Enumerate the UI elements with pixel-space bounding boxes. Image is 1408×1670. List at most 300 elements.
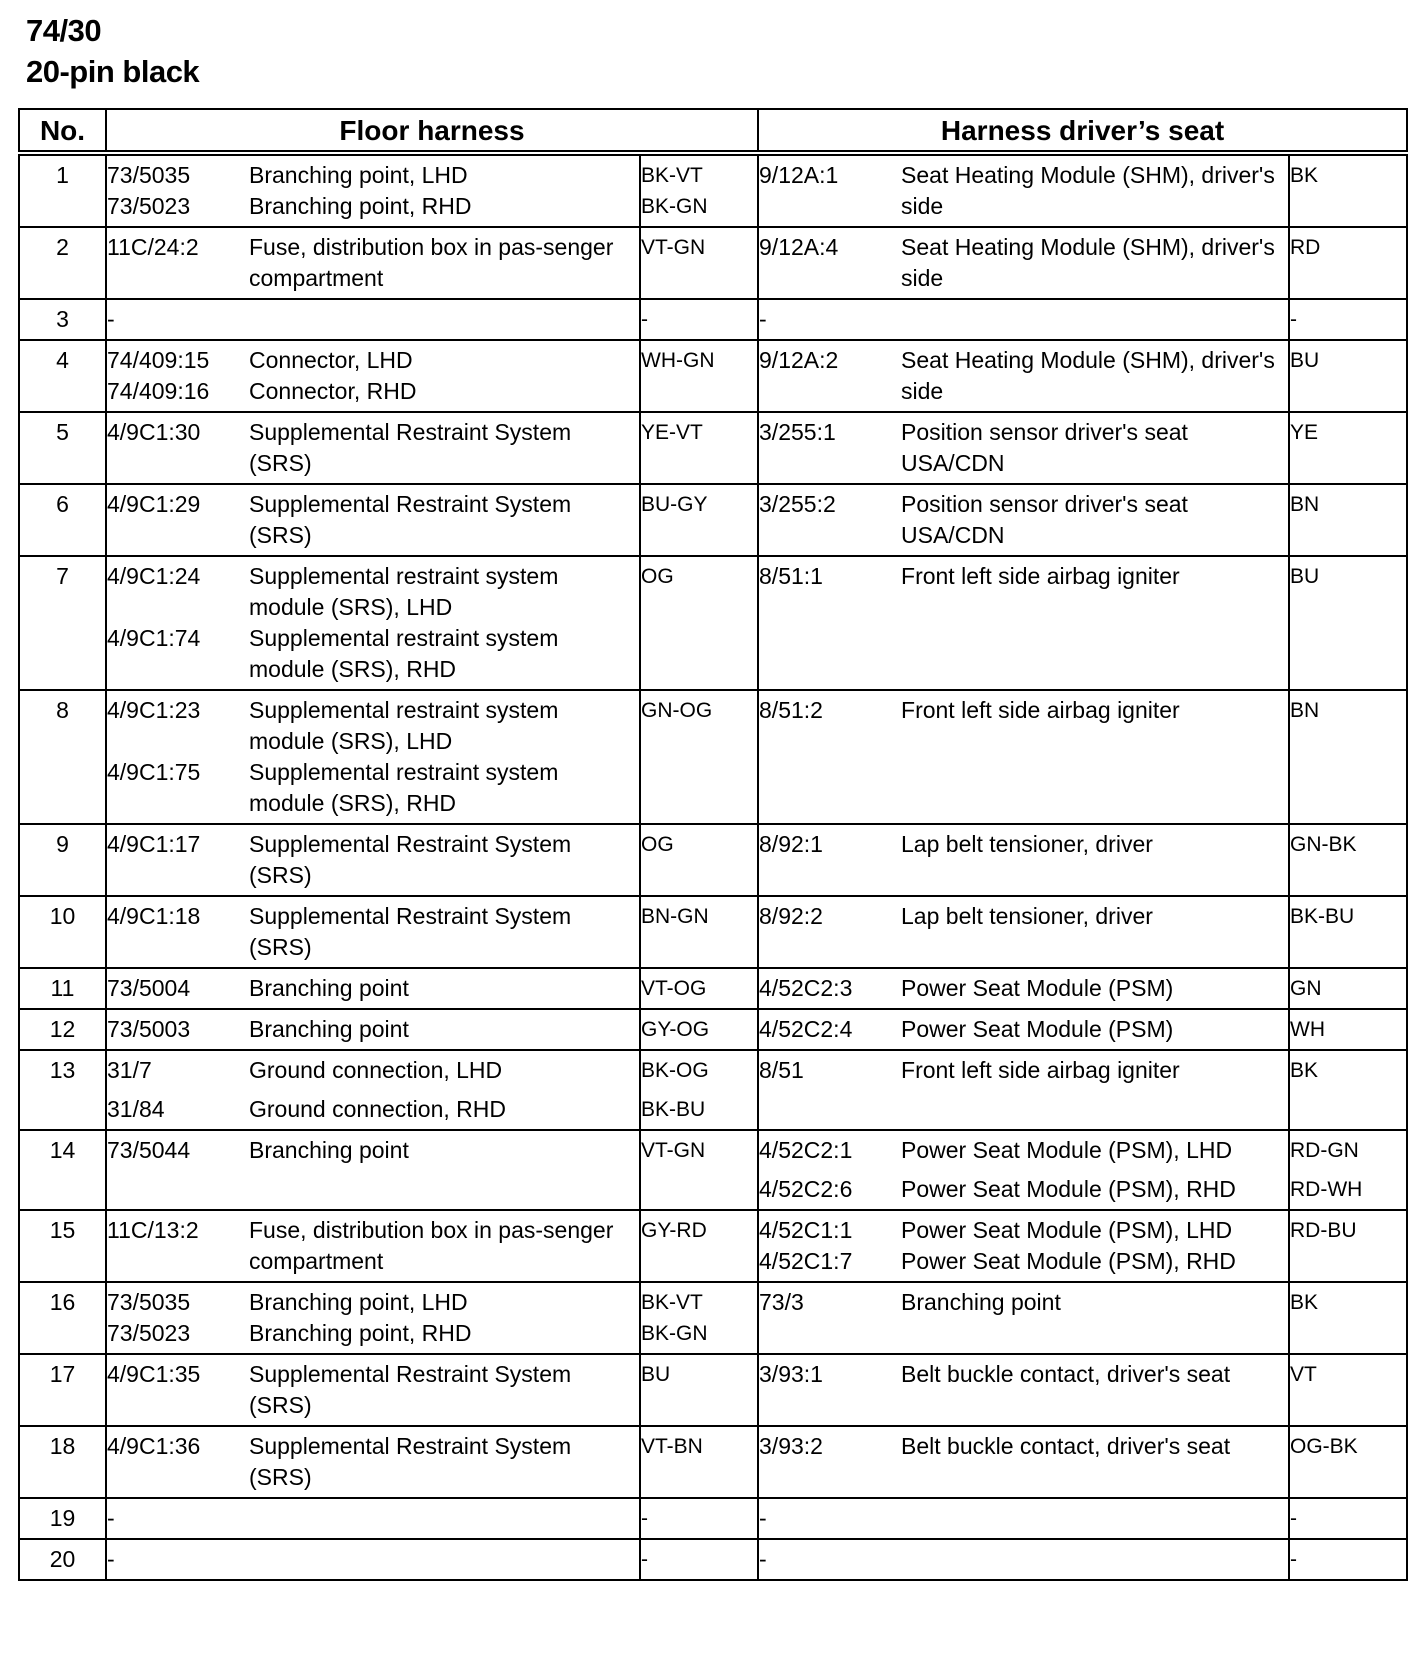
seat-harness-entry xyxy=(759,1287,1288,1318)
seat-harness-entry xyxy=(759,695,1288,726)
seat-harness-entry xyxy=(759,345,1288,407)
floor-harness-entry xyxy=(107,757,639,819)
floor-harness-components xyxy=(106,1354,640,1426)
floor-harness-entry xyxy=(107,1014,639,1045)
floor-harness-wire-color-code: BK-VT xyxy=(641,1291,703,1314)
floor-harness-wire-color-code: YE-VT xyxy=(641,421,703,444)
seat-harness-wire-color xyxy=(1289,227,1407,299)
floor-harness-component-description: Branching point, LHD xyxy=(249,1289,468,1315)
floor-harness-components xyxy=(106,1498,640,1539)
floor-harness-wire-color xyxy=(640,1130,758,1210)
seat-harness-components xyxy=(758,1539,1289,1580)
pin-number: 19 xyxy=(19,1498,106,1539)
floor-harness-wire-color xyxy=(640,1050,758,1130)
pin-number: 18 xyxy=(19,1426,106,1498)
floor-harness-components xyxy=(106,556,640,690)
seat-harness-wire-color-code: YE xyxy=(1290,421,1319,444)
floor-harness-component-description: Supplemental restraint system module (SRS), RHD xyxy=(249,625,559,682)
table-row xyxy=(19,896,1407,968)
seat-harness-wire-color-code: OG-BK xyxy=(1290,1435,1358,1458)
seat-harness-components xyxy=(758,299,1289,340)
floor-harness-pin-ref: 4/9C1:30 xyxy=(107,419,201,445)
table-row xyxy=(19,412,1407,484)
seat-harness-entry xyxy=(759,1431,1288,1462)
seat-harness-wire-color-code: BN xyxy=(1290,699,1320,722)
floor-harness-pin-ref: 11C/24:2 xyxy=(107,234,199,260)
seat-harness-wire-color-code: RD xyxy=(1290,236,1321,259)
seat-harness-entry xyxy=(759,1215,1288,1246)
seat-harness-pin-ref: 4/52C1:1 xyxy=(759,1217,853,1243)
floor-harness-wire-color-code: WH-GN xyxy=(641,349,715,372)
floor-harness-component-description: Connector, RHD xyxy=(249,378,417,404)
seat-harness-wire-color-code: BK xyxy=(1290,1291,1319,1314)
floor-harness-components xyxy=(106,1130,640,1210)
seat-harness-components xyxy=(758,896,1289,968)
pin-assignment-table xyxy=(18,108,1408,1581)
floor-harness-wire-color-code: BK-OG xyxy=(641,1059,709,1082)
floor-harness-component-description: Supplemental Restraint System (SRS) xyxy=(249,831,572,888)
floor-harness-components xyxy=(106,896,640,968)
floor-harness-wire-color-code: GY-RD xyxy=(641,1219,707,1242)
seat-harness-component-description: Front left side airbag igniter xyxy=(901,563,1180,589)
floor-harness-components xyxy=(106,1539,640,1580)
seat-harness-pin-ref: 8/51:1 xyxy=(759,563,823,589)
seat-harness-wire-color-code: - xyxy=(1290,308,1298,331)
connector-description: 20-pin black xyxy=(26,54,200,89)
table-row xyxy=(19,153,1407,227)
floor-harness-components xyxy=(106,824,640,896)
floor-harness-entry xyxy=(107,1094,639,1125)
floor-harness-wire-color xyxy=(640,1354,758,1426)
floor-harness-entry xyxy=(107,973,639,1004)
seat-harness-entry xyxy=(759,417,1288,479)
floor-harness-components xyxy=(106,484,640,556)
floor-harness-pin-ref: 74/409:16 xyxy=(107,378,210,404)
seat-harness-wire-color xyxy=(1289,1050,1407,1130)
seat-harness-wire-color xyxy=(1289,968,1407,1009)
floor-harness-entry xyxy=(107,1215,639,1277)
floor-harness-entry xyxy=(107,829,639,891)
floor-harness-components xyxy=(106,968,640,1009)
pin-number: 10 xyxy=(19,896,106,968)
header-no: No. xyxy=(19,109,106,153)
seat-harness-component-description: Belt buckle contact, driver's seat xyxy=(901,1361,1231,1387)
seat-harness-pin-ref: 4/52C2:3 xyxy=(759,975,853,1001)
floor-harness-component-description: Supplemental Restraint System (SRS) xyxy=(249,903,572,960)
seat-harness-entry xyxy=(759,901,1288,932)
floor-harness-pin-ref: 4/9C1:24 xyxy=(107,563,201,589)
floor-harness-wire-color-code: OG xyxy=(641,833,674,856)
floor-harness-component-description xyxy=(249,304,639,335)
pin-number: 15 xyxy=(19,1210,106,1282)
seat-harness-pin-ref: 3/255:2 xyxy=(759,491,836,517)
table-row xyxy=(19,1009,1407,1050)
seat-harness-wire-color-code: BK xyxy=(1290,164,1319,187)
seat-harness-wire-color-code: BU xyxy=(1290,349,1320,372)
floor-harness-component-description: Branching point, RHD xyxy=(249,193,472,219)
seat-harness-pin-ref: 4/52C2:4 xyxy=(759,1016,853,1042)
floor-harness-components xyxy=(106,227,640,299)
seat-harness-component-description: Power Seat Module (PSM), RHD xyxy=(901,1248,1236,1274)
header-seat-harness: Harness driver’s seat xyxy=(758,109,1407,153)
floor-harness-wire-color-code: BU-GY xyxy=(641,493,708,516)
floor-harness-entry xyxy=(107,304,639,335)
seat-harness-component-description xyxy=(901,1503,1288,1534)
floor-harness-wire-color xyxy=(640,412,758,484)
seat-harness-wire-color-code: BK xyxy=(1290,1059,1319,1082)
seat-harness-entry xyxy=(759,561,1288,592)
floor-harness-wire-color-code: - xyxy=(641,308,648,331)
floor-harness-component-description: Supplemental Restraint System (SRS) xyxy=(249,1433,572,1490)
floor-harness-entry xyxy=(107,561,639,623)
floor-harness-pin-ref: 73/5035 xyxy=(107,162,191,188)
table-row xyxy=(19,1539,1407,1580)
seat-harness-wire-color xyxy=(1289,340,1407,412)
floor-harness-wire-color-code: BK-GN xyxy=(641,195,708,218)
seat-harness-component-description: Position sensor driver's seat USA/CDN xyxy=(901,491,1188,548)
seat-harness-wire-color-code: RD-WH xyxy=(1290,1178,1363,1201)
floor-harness-entry xyxy=(107,1318,639,1349)
seat-harness-wire-color xyxy=(1289,824,1407,896)
seat-harness-component-description: Position sensor driver's seat USA/CDN xyxy=(901,419,1188,476)
floor-harness-entry xyxy=(107,1287,639,1318)
seat-harness-components xyxy=(758,1210,1289,1282)
header-floor-harness: Floor harness xyxy=(106,109,758,153)
floor-harness-pin-ref: 4/9C1:74 xyxy=(107,625,201,651)
floor-harness-pin-ref: 73/5003 xyxy=(107,1016,191,1042)
seat-harness-entry xyxy=(759,1014,1288,1045)
seat-harness-wire-color-code: WH xyxy=(1290,1018,1326,1041)
table-row xyxy=(19,227,1407,299)
floor-harness-pin-ref: 73/5035 xyxy=(107,1289,191,1315)
floor-harness-entry xyxy=(107,1431,639,1493)
seat-harness-entry xyxy=(759,489,1288,551)
floor-harness-pin-ref: 73/5044 xyxy=(107,1137,191,1163)
seat-harness-component-description: Seat Heating Module (SHM), driver's side xyxy=(901,234,1275,291)
floor-harness-component-description: Supplemental restraint system module (SRS), RHD xyxy=(249,759,559,816)
seat-harness-components xyxy=(758,227,1289,299)
floor-harness-wire-color xyxy=(640,227,758,299)
seat-harness-entry xyxy=(759,1246,1288,1277)
seat-harness-component-description: Power Seat Module (PSM) xyxy=(901,975,1174,1001)
seat-harness-pin-ref: 9/12A:1 xyxy=(759,162,839,188)
pin-number: 9 xyxy=(19,824,106,896)
pin-number: 17 xyxy=(19,1354,106,1426)
seat-harness-pin-ref: 8/92:2 xyxy=(759,903,823,929)
floor-harness-entry xyxy=(107,160,639,191)
floor-harness-wire-color-code: - xyxy=(641,1507,648,1530)
seat-harness-wire-color xyxy=(1289,896,1407,968)
floor-harness-wire-color-code: VT-GN xyxy=(641,1139,706,1162)
floor-harness-component-description: Branching point xyxy=(249,1137,409,1163)
seat-harness-entry xyxy=(759,829,1288,860)
seat-harness-pin-ref: 73/3 xyxy=(759,1289,804,1315)
floor-harness-pin-ref: - xyxy=(107,1546,115,1572)
seat-harness-pin-ref: - xyxy=(759,1546,767,1572)
table-row xyxy=(19,1426,1407,1498)
floor-harness-components xyxy=(106,412,640,484)
seat-harness-entry xyxy=(759,973,1288,1004)
floor-harness-wire-color xyxy=(640,968,758,1009)
table-row xyxy=(19,1050,1407,1130)
table-row xyxy=(19,1130,1407,1210)
table-row xyxy=(19,1282,1407,1354)
floor-harness-wire-color-code: BN-GN xyxy=(641,905,709,928)
floor-harness-components xyxy=(106,1426,640,1498)
floor-harness-pin-ref: 73/5004 xyxy=(107,975,191,1001)
floor-harness-entry xyxy=(107,695,639,757)
seat-harness-components xyxy=(758,340,1289,412)
floor-harness-wire-color-code: BU xyxy=(641,1363,671,1386)
seat-harness-wire-color xyxy=(1289,690,1407,824)
floor-harness-entry xyxy=(107,191,639,222)
seat-harness-pin-ref: - xyxy=(759,306,767,332)
seat-harness-components xyxy=(758,484,1289,556)
pin-number: 3 xyxy=(19,299,106,340)
floor-harness-component-description: Connector, LHD xyxy=(249,347,413,373)
seat-harness-wire-color-code: VT xyxy=(1290,1363,1317,1386)
seat-harness-components xyxy=(758,556,1289,690)
floor-harness-wire-color xyxy=(640,299,758,340)
seat-harness-wire-color xyxy=(1289,1130,1407,1210)
floor-harness-entry xyxy=(107,417,639,479)
seat-harness-pin-ref: 3/255:1 xyxy=(759,419,836,445)
seat-harness-components xyxy=(758,1130,1289,1210)
floor-harness-wire-color xyxy=(640,896,758,968)
connector-title xyxy=(26,10,199,92)
floor-harness-components xyxy=(106,1050,640,1130)
floor-harness-wire-color xyxy=(640,1539,758,1580)
pin-number: 12 xyxy=(19,1009,106,1050)
seat-harness-wire-color xyxy=(1289,484,1407,556)
floor-harness-pin-ref: - xyxy=(107,306,115,332)
floor-harness-component-description: Ground connection, RHD xyxy=(249,1096,506,1122)
seat-harness-component-description xyxy=(901,1544,1288,1575)
seat-harness-wire-color xyxy=(1289,556,1407,690)
floor-harness-wire-color-code: OG xyxy=(641,565,674,588)
floor-harness-component-description: Ground connection, LHD xyxy=(249,1057,503,1083)
seat-harness-entry xyxy=(759,1359,1288,1390)
floor-harness-pin-ref: 4/9C1:29 xyxy=(107,491,201,517)
seat-harness-pin-ref: 4/52C2:1 xyxy=(759,1137,853,1163)
seat-harness-components xyxy=(758,1282,1289,1354)
floor-harness-pin-ref: 4/9C1:23 xyxy=(107,697,201,723)
floor-harness-entry xyxy=(107,1135,639,1166)
table-row xyxy=(19,299,1407,340)
table-row xyxy=(19,556,1407,690)
seat-harness-pin-ref: 9/12A:2 xyxy=(759,347,839,373)
floor-harness-pin-ref: 73/5023 xyxy=(107,193,191,219)
seat-harness-entry xyxy=(759,1174,1288,1205)
pin-number: 20 xyxy=(19,1539,106,1580)
floor-harness-pin-ref: 31/7 xyxy=(107,1057,152,1083)
floor-harness-components xyxy=(106,1009,640,1050)
floor-harness-component-description: Fuse, distribution box in pas-senger compartment xyxy=(249,234,614,291)
floor-harness-pin-ref: 73/5023 xyxy=(107,1320,191,1346)
seat-harness-wire-color xyxy=(1289,412,1407,484)
seat-harness-wire-color xyxy=(1289,153,1407,227)
floor-harness-component-description: Supplemental Restraint System (SRS) xyxy=(249,491,572,548)
seat-harness-wire-color xyxy=(1289,1210,1407,1282)
table-header-row xyxy=(19,109,1407,153)
seat-harness-wire-color-code: RD-GN xyxy=(1290,1139,1359,1162)
table-row xyxy=(19,484,1407,556)
seat-harness-wire-color-code: RD-BU xyxy=(1290,1219,1357,1242)
floor-harness-component-description: Fuse, distribution box in pas-senger compartment xyxy=(249,1217,614,1274)
seat-harness-entry xyxy=(759,160,1288,222)
seat-harness-wire-color-code: - xyxy=(1290,1507,1298,1530)
seat-harness-wire-color-code: GN xyxy=(1290,977,1322,1000)
seat-harness-pin-ref: 8/51:2 xyxy=(759,697,823,723)
seat-harness-component-description: Power Seat Module (PSM), LHD xyxy=(901,1217,1233,1243)
floor-harness-components xyxy=(106,1282,640,1354)
floor-harness-components xyxy=(106,690,640,824)
floor-harness-entry xyxy=(107,1503,639,1534)
floor-harness-component-description: Branching point, RHD xyxy=(249,1320,472,1346)
floor-harness-entry xyxy=(107,901,639,963)
seat-harness-component-description: Front left side airbag igniter xyxy=(901,697,1180,723)
seat-harness-components xyxy=(758,1354,1289,1426)
pin-number: 7 xyxy=(19,556,106,690)
seat-harness-entry xyxy=(759,1503,1288,1534)
floor-harness-wire-color xyxy=(640,484,758,556)
floor-harness-pin-ref: - xyxy=(107,1505,115,1531)
seat-harness-component-description: Front left side airbag igniter xyxy=(901,1057,1180,1083)
seat-harness-wire-color-code: - xyxy=(1290,1548,1298,1571)
floor-harness-entry xyxy=(107,345,639,376)
floor-harness-wire-color-code: BK-VT xyxy=(641,164,703,187)
floor-harness-wire-color-code: BK-GN xyxy=(641,1322,708,1345)
seat-harness-components xyxy=(758,153,1289,227)
table-row xyxy=(19,824,1407,896)
floor-harness-component-description xyxy=(249,1544,639,1575)
floor-harness-pin-ref: 31/84 xyxy=(107,1096,165,1122)
floor-harness-pin-ref: 4/9C1:75 xyxy=(107,759,201,785)
seat-harness-entry xyxy=(759,1544,1288,1575)
seat-harness-pin-ref: 3/93:2 xyxy=(759,1433,823,1459)
floor-harness-pin-ref: 4/9C1:36 xyxy=(107,1433,201,1459)
floor-harness-component-description: Branching point xyxy=(249,1016,409,1042)
seat-harness-wire-color xyxy=(1289,1539,1407,1580)
seat-harness-wire-color xyxy=(1289,299,1407,340)
pin-number: 8 xyxy=(19,690,106,824)
floor-harness-component-description: Branching point, LHD xyxy=(249,162,468,188)
seat-harness-entry xyxy=(759,304,1288,335)
seat-harness-entry xyxy=(759,232,1288,294)
seat-harness-pin-ref: 8/92:1 xyxy=(759,831,823,857)
seat-harness-pin-ref: 4/52C2:6 xyxy=(759,1176,853,1202)
floor-harness-wire-color xyxy=(640,153,758,227)
pin-number: 11 xyxy=(19,968,106,1009)
floor-harness-component-description: Branching point xyxy=(249,975,409,1001)
seat-harness-wire-color xyxy=(1289,1282,1407,1354)
floor-harness-wire-color-code: VT-GN xyxy=(641,236,706,259)
seat-harness-wire-color xyxy=(1289,1426,1407,1498)
seat-harness-entry xyxy=(759,1135,1288,1166)
seat-harness-components xyxy=(758,690,1289,824)
floor-harness-components xyxy=(106,153,640,227)
table-row xyxy=(19,690,1407,824)
seat-harness-components xyxy=(758,412,1289,484)
pin-number: 2 xyxy=(19,227,106,299)
seat-harness-pin-ref: 4/52C1:7 xyxy=(759,1248,853,1274)
floor-harness-component-description: Supplemental Restraint System (SRS) xyxy=(249,419,572,476)
floor-harness-entry xyxy=(107,1544,639,1575)
floor-harness-entry xyxy=(107,1055,639,1086)
floor-harness-wire-color xyxy=(640,556,758,690)
seat-harness-component-description: Seat Heating Module (SHM), driver's side xyxy=(901,347,1275,404)
floor-harness-component-description: Supplemental Restraint System (SRS) xyxy=(249,1361,572,1418)
table-row xyxy=(19,1354,1407,1426)
table-row xyxy=(19,340,1407,412)
seat-harness-wire-color-code: GN-BK xyxy=(1290,833,1357,856)
seat-harness-components xyxy=(758,824,1289,896)
floor-harness-wire-color-code: VT-BN xyxy=(641,1435,703,1458)
pin-number: 6 xyxy=(19,484,106,556)
seat-harness-component-description: Power Seat Module (PSM) xyxy=(901,1016,1174,1042)
floor-harness-entry xyxy=(107,232,639,294)
floor-harness-wire-color xyxy=(640,824,758,896)
floor-harness-wire-color-code: GY-OG xyxy=(641,1018,710,1041)
connector-number: 74/30 xyxy=(26,13,102,48)
seat-harness-components xyxy=(758,1498,1289,1539)
floor-harness-wire-color xyxy=(640,1009,758,1050)
floor-harness-wire-color-code: BK-BU xyxy=(641,1098,706,1121)
seat-harness-entry xyxy=(759,1055,1288,1086)
seat-harness-components xyxy=(758,1009,1289,1050)
seat-harness-wire-color xyxy=(1289,1354,1407,1426)
floor-harness-wire-color-code: GN-OG xyxy=(641,699,713,722)
floor-harness-entry xyxy=(107,489,639,551)
floor-harness-components xyxy=(106,340,640,412)
seat-harness-pin-ref: 3/93:1 xyxy=(759,1361,823,1387)
floor-harness-entry xyxy=(107,376,639,407)
floor-harness-component-description: Supplemental restraint system module (SRS), LHD xyxy=(249,563,559,620)
floor-harness-components xyxy=(106,1210,640,1282)
floor-harness-wire-color xyxy=(640,340,758,412)
floor-harness-component-description: Supplemental restraint system module (SRS), LHD xyxy=(249,697,559,754)
seat-harness-component-description: Lap belt tensioner, driver xyxy=(901,831,1153,857)
seat-harness-component-description: Belt buckle contact, driver's seat xyxy=(901,1433,1231,1459)
seat-harness-component-description: Power Seat Module (PSM), LHD xyxy=(901,1137,1233,1163)
seat-harness-wire-color xyxy=(1289,1009,1407,1050)
floor-harness-pin-ref: 4/9C1:35 xyxy=(107,1361,201,1387)
pin-number: 13 xyxy=(19,1050,106,1130)
floor-harness-entry xyxy=(107,1359,639,1421)
floor-harness-pin-ref: 74/409:15 xyxy=(107,347,210,373)
seat-harness-components xyxy=(758,968,1289,1009)
floor-harness-wire-color xyxy=(640,1210,758,1282)
table-row xyxy=(19,968,1407,1009)
floor-harness-wire-color xyxy=(640,1426,758,1498)
seat-harness-wire-color xyxy=(1289,1498,1407,1539)
pin-number: 5 xyxy=(19,412,106,484)
seat-harness-components xyxy=(758,1050,1289,1130)
floor-harness-wire-color xyxy=(640,690,758,824)
seat-harness-wire-color-code: BK-BU xyxy=(1290,905,1355,928)
seat-harness-component-description: Seat Heating Module (SHM), driver's side xyxy=(901,162,1275,219)
seat-harness-pin-ref: 8/51 xyxy=(759,1057,804,1083)
floor-harness-pin-ref: 4/9C1:18 xyxy=(107,903,201,929)
pin-number: 4 xyxy=(19,340,106,412)
seat-harness-component-description: Lap belt tensioner, driver xyxy=(901,903,1153,929)
seat-harness-pin-ref: 9/12A:4 xyxy=(759,234,839,260)
pin-number: 14 xyxy=(19,1130,106,1210)
pin-number: 16 xyxy=(19,1282,106,1354)
seat-harness-wire-color-code: BN xyxy=(1290,493,1320,516)
floor-harness-entry xyxy=(107,623,639,685)
floor-harness-pin-ref: 11C/13:2 xyxy=(107,1217,199,1243)
